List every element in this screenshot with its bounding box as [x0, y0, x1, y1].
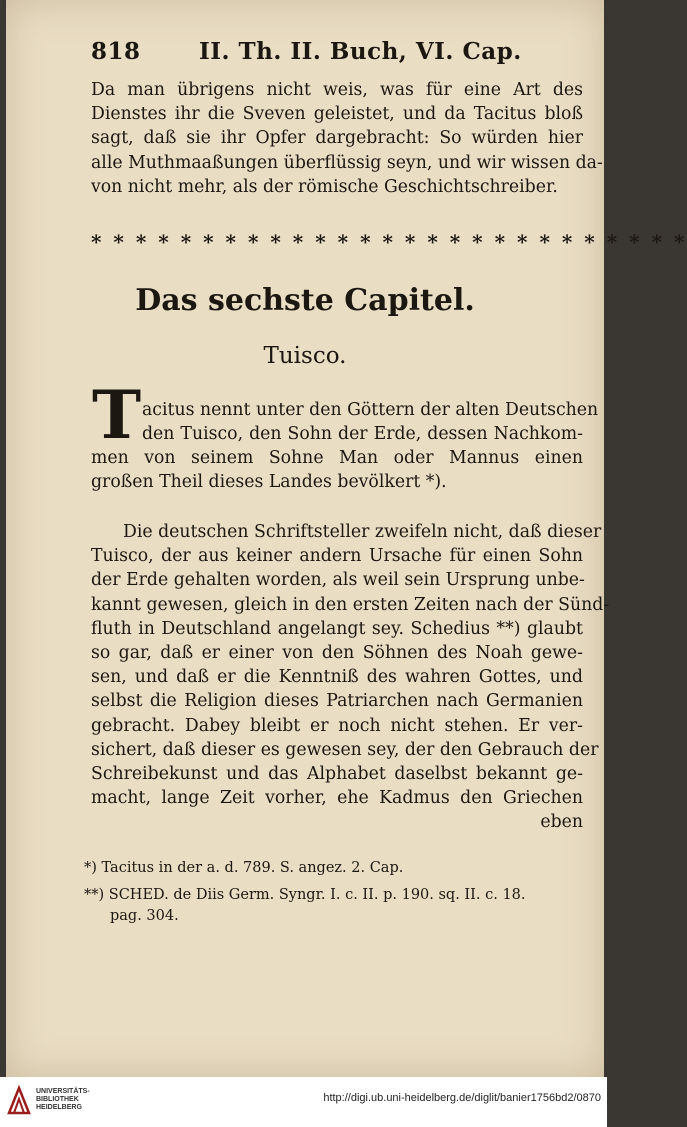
text-line: sichert, daß dieser es gewesen sey, der den Gebrauch der	[91, 739, 599, 760]
paragraph1-lines-indented	[142, 398, 599, 446]
text-line: Die deutschen Schriftsteller zweifeln nicht, daß dieser	[123, 522, 602, 542]
drop-cap: T	[92, 376, 142, 454]
text-line: gebracht. Dabey bleibt er noch nicht stehen. Er ver-	[91, 715, 583, 736]
text-line: von nicht mehr, als der römische Geschichtschreiber.	[91, 176, 558, 197]
text-line: der Erde gehalten worden, als weil sein Ursprung unbe-	[91, 570, 585, 591]
text-line: macht, lange Zeit vorher, ehe Kadmus den Griechen	[91, 788, 583, 809]
page-number: 818	[91, 38, 141, 65]
paragraph2	[91, 520, 610, 835]
text-line: alle Muthmaaßungen überflüssig seyn, und wir wissen da-	[91, 152, 603, 173]
library-name: UNIVERSITÄTS- BIBLIOTHEK HEIDELBERG	[36, 1088, 90, 1111]
text-line: selbst die Religion dieses Patriarchen nach Germanien	[91, 691, 583, 712]
text-line: acitus nennt unter den Göttern der alten Deutschen	[142, 400, 599, 420]
text-line: Schreibekunst und das Alphabet daselbst bekannt ge-	[91, 764, 583, 785]
catchword: eben	[540, 812, 583, 833]
text-line: so gar, daß er einer von den Söhnen des Noah gewe-	[91, 643, 583, 664]
footnote-2-cont: pag. 304.	[110, 908, 179, 924]
text-line: den Tuisco, den Sohn der Erde, dessen Nachkom-	[142, 424, 583, 445]
viewer-footer	[0, 1077, 607, 1127]
text-line: Dienstes ihr die Sveven geleistet, und da Tacitus bloß	[91, 104, 583, 125]
library-logo-icon	[6, 1085, 32, 1115]
chapter-title: Das sechste Capitel.	[135, 283, 475, 318]
text-line: sagt, daß sie ihr Opfer dargebracht: So würden hier	[91, 128, 583, 149]
ornament-divider: * * * * * * * * * * * * * * * * * * * * * * * * * * *	[91, 230, 687, 254]
text-line: Tuisco, der aus keiner andern Ursache für einen Sohn	[91, 546, 583, 567]
footnotes	[84, 858, 584, 927]
text-line: kannt gewesen, gleich in den ersten Zeiten nach der Sünd-	[91, 594, 610, 615]
running-title: II. Th. II. Buch, VI. Cap.	[199, 38, 522, 65]
text-line: fluth in Deutschland angelangt sey. Schedius **) glaubt	[91, 618, 583, 639]
source-url-link[interactable]: http://digi.ub.uni-heidelberg.de/diglit/banier1756bd2/0870	[323, 1092, 601, 1104]
footnote-1: *) Tacitus in der a. d. 789. S. angez. 2. Cap.	[84, 860, 404, 876]
paragraph1-lines	[91, 446, 583, 494]
top-paragraph	[91, 78, 603, 199]
text-line: sen, und daß er die Kenntniß des wahren Gottes, und	[91, 667, 583, 688]
text-line: Da man übrigens nicht weis, was für eine Art des	[91, 80, 583, 100]
section-title: Tuisco.	[263, 343, 347, 369]
footnote-2: **) SCHED. de Diis Germ. Syngr. I. c. II. p. 190. sq. II. c. 18.	[84, 887, 526, 903]
text-line: men von seinem Sohne Man oder Mannus einen	[91, 448, 583, 468]
book-page	[6, 0, 687, 1077]
text-line: großen Theil dieses Landes bevölkert *).	[91, 472, 447, 493]
